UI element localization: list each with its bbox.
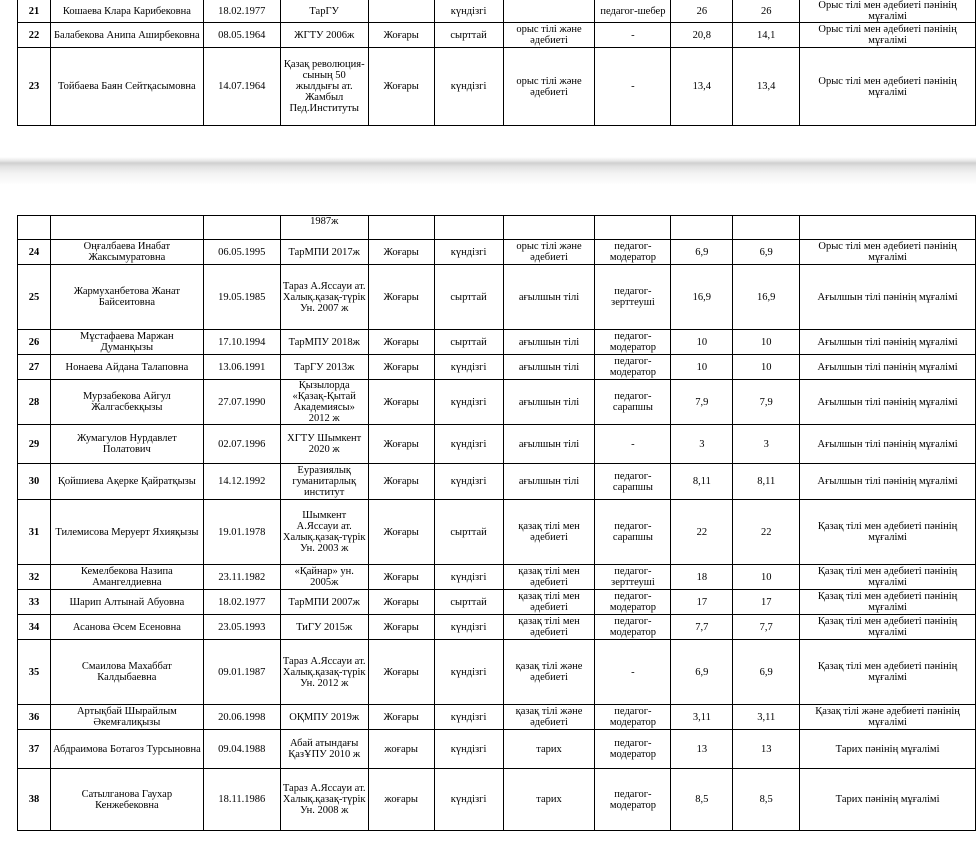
row-number-cell: 34 bbox=[18, 615, 51, 640]
category-cell: педагог-сарапшы bbox=[595, 500, 671, 565]
table-row bbox=[18, 464, 976, 500]
subject-taught-cell: Ағылшын тілі пәнінің мұғалімі bbox=[800, 464, 976, 500]
teaching-experience-cell: 10 bbox=[733, 565, 800, 590]
table-row bbox=[18, 640, 976, 705]
total-experience-cell: 18 bbox=[671, 565, 733, 590]
full-name-cell: Мұстафаева Маржан Думанқызы bbox=[50, 330, 203, 355]
total-experience-cell: 6,9 bbox=[671, 240, 733, 265]
study-form-cell: күндізгі bbox=[434, 769, 503, 831]
total-experience-cell: 6,9 bbox=[671, 640, 733, 705]
education-institution-cell: Шымкент А.Яссауи ат. Халық.қазақ-түрік Ун. 2003 ж bbox=[280, 500, 368, 565]
specialty-cell: қазақ тілі мен әдебиеті bbox=[503, 500, 595, 565]
total-experience-cell: 20,8 bbox=[671, 23, 733, 48]
table-row bbox=[18, 730, 976, 769]
table-row bbox=[18, 590, 976, 615]
study-form-cell: сырттай bbox=[434, 23, 503, 48]
teaching-experience-cell: 7,7 bbox=[733, 615, 800, 640]
education-institution-cell: ТарМПИ 2017ж bbox=[280, 240, 368, 265]
education-institution-cell: ЖГТУ 2006ж bbox=[280, 23, 368, 48]
total-experience-cell: 26 bbox=[671, 0, 733, 23]
subject-taught-cell: Орыс тілі мен әдебиеті пәнінің мұғалімі bbox=[800, 0, 976, 23]
row-number-cell: 25 bbox=[18, 265, 51, 330]
study-form-cell: күндізгі bbox=[434, 615, 503, 640]
full-name-cell: Тойбаева Баян Сейтқасымовна bbox=[50, 48, 203, 126]
subject-taught-cell: Ағылшын тілі пәнінің мұғалімі bbox=[800, 425, 976, 464]
birth-date-cell: 06.05.1995 bbox=[203, 240, 280, 265]
table-row bbox=[18, 48, 976, 126]
specialty-cell: қазақ тілі және әдебиеті bbox=[503, 705, 595, 730]
subject-taught-cell: Қазақ тілі мен әдебиеті пәнінің мұғалімі bbox=[800, 615, 976, 640]
study-form-cell: сырттай bbox=[434, 590, 503, 615]
table-row bbox=[18, 355, 976, 380]
subject-taught-cell: Ағылшын тілі пәнінің мұғалімі bbox=[800, 380, 976, 425]
education-level-cell: Жоғары bbox=[368, 240, 434, 265]
full-name-cell: Шарип Алтынай Абуовна bbox=[50, 590, 203, 615]
education-level-cell: Жоғары bbox=[368, 615, 434, 640]
full-name-cell: Жармуханбетова Жанат Байсеитовна bbox=[50, 265, 203, 330]
total-experience-cell: 7,9 bbox=[671, 380, 733, 425]
full-name-cell: Смаилова Махаббат Калдыбаевна bbox=[50, 640, 203, 705]
table-row bbox=[18, 769, 976, 831]
birth-date-cell: 14.07.1964 bbox=[203, 48, 280, 126]
birth-date-cell: 18.11.1986 bbox=[203, 769, 280, 831]
education-level-cell: Жоғары bbox=[368, 330, 434, 355]
continuation-row bbox=[18, 216, 976, 240]
specialty-cell: орыс тілі және әдебиеті bbox=[503, 23, 595, 48]
table-row bbox=[18, 330, 976, 355]
teaching-experience-cell: 13,4 bbox=[733, 48, 800, 126]
teaching-experience-cell: 17 bbox=[733, 590, 800, 615]
subject-taught-cell: Қазақ тілі мен әдебиеті пәнінің мұғалімі bbox=[800, 500, 976, 565]
full-name-cell: Жумагулов Нурдавлет Полатович bbox=[50, 425, 203, 464]
category-cell: - bbox=[595, 640, 671, 705]
table-row bbox=[18, 500, 976, 565]
study-form-cell: күндізгі bbox=[434, 464, 503, 500]
teaching-experience-cell: 16,9 bbox=[733, 265, 800, 330]
teaching-experience-cell: 10 bbox=[733, 355, 800, 380]
table-row bbox=[18, 705, 976, 730]
study-form-cell: күндізгі bbox=[434, 240, 503, 265]
study-form-cell: күндізгі bbox=[434, 565, 503, 590]
birth-date-cell: 20.06.1998 bbox=[203, 705, 280, 730]
specialty-cell: қазақ тілі мен әдебиеті bbox=[503, 615, 595, 640]
table-row bbox=[18, 565, 976, 590]
category-cell: педагог-зерттеуші bbox=[595, 265, 671, 330]
category-cell: педагог-модератор bbox=[595, 705, 671, 730]
category-cell: педагог-модератор bbox=[595, 240, 671, 265]
table-row bbox=[18, 615, 976, 640]
subject-taught-cell: Тарих пәнінің мұғалімі bbox=[800, 730, 976, 769]
row-number-cell: 23 bbox=[18, 48, 51, 126]
study-form-cell: күндізгі bbox=[434, 705, 503, 730]
specialty-cell: ағылшын тілі bbox=[503, 425, 595, 464]
category-cell: педагог-сарапшы bbox=[595, 464, 671, 500]
full-name-cell: Нонаева Айдана Талаповна bbox=[50, 355, 203, 380]
education-level-cell: Жоғары bbox=[368, 355, 434, 380]
specialty-cell: тарих bbox=[503, 769, 595, 831]
teaching-experience-cell: 10 bbox=[733, 330, 800, 355]
education-level-cell: Жоғары bbox=[368, 705, 434, 730]
table-top-body bbox=[18, 0, 976, 126]
row-number-cell: 37 bbox=[18, 730, 51, 769]
full-name-cell: Тилемисова Меруерт Яхияқызы bbox=[50, 500, 203, 565]
row-number-cell: 35 bbox=[18, 640, 51, 705]
education-level-cell: Жоғары bbox=[368, 464, 434, 500]
full-name-cell: Балабекова Анипа Аширбековна bbox=[50, 23, 203, 48]
teaching-experience-cell: 6,9 bbox=[733, 240, 800, 265]
full-name-cell: Қойшиева Ақерке Қайратқызы bbox=[50, 464, 203, 500]
study-form-cell: сырттай bbox=[434, 330, 503, 355]
education-institution-cell: «Қайнар» ун. 2005ж bbox=[280, 565, 368, 590]
specialty-cell: қазақ тілі мен әдебиеті bbox=[503, 590, 595, 615]
row-number-cell: 26 bbox=[18, 330, 51, 355]
table-row bbox=[18, 0, 976, 23]
study-form-cell: күндізгі bbox=[434, 380, 503, 425]
birth-date-cell: 09.01.1987 bbox=[203, 640, 280, 705]
birth-date-cell: 08.05.1964 bbox=[203, 23, 280, 48]
total-experience-cell: 22 bbox=[671, 500, 733, 565]
education-level-cell: Жоғары bbox=[368, 48, 434, 126]
full-name-cell: Артықбай Шырайлым Әкемғалиқызы bbox=[50, 705, 203, 730]
category-cell: - bbox=[595, 48, 671, 126]
total-experience-cell: 13 bbox=[671, 730, 733, 769]
category-cell: педагог-модератор bbox=[595, 330, 671, 355]
education-level-cell: жоғары bbox=[368, 769, 434, 831]
education-institution-cell: Тараз А.Яссауи ат. Халық.қазақ-түрік Ун. 2012 ж bbox=[280, 640, 368, 705]
education-level-cell: Жоғары bbox=[368, 500, 434, 565]
teaching-experience-cell: 13 bbox=[733, 730, 800, 769]
teaching-experience-cell: 3,11 bbox=[733, 705, 800, 730]
birth-date-cell: 13.06.1991 bbox=[203, 355, 280, 380]
staff-table-top bbox=[17, 0, 976, 126]
table-row bbox=[18, 265, 976, 330]
study-form-cell: күндізгі bbox=[434, 425, 503, 464]
education-level-cell: Жоғары bbox=[368, 23, 434, 48]
category-cell: педагог-модератор bbox=[595, 615, 671, 640]
specialty-cell: ағылшын тілі bbox=[503, 355, 595, 380]
subject-taught-cell: Тарих пәнінің мұғалімі bbox=[800, 769, 976, 831]
teaching-experience-cell: 14,1 bbox=[733, 23, 800, 48]
category-cell: педагог-модератор bbox=[595, 355, 671, 380]
birth-date-cell: 17.10.1994 bbox=[203, 330, 280, 355]
education-institution-cell: ОҚМПУ 2019ж bbox=[280, 705, 368, 730]
study-form-cell: күндізгі bbox=[434, 640, 503, 705]
specialty-cell: қазақ тілі және әдебиеті bbox=[503, 640, 595, 705]
teaching-experience-cell: 26 bbox=[733, 0, 800, 23]
education-level-cell: жоғары bbox=[368, 730, 434, 769]
full-name-cell: Асанова Әсем Есеновна bbox=[50, 615, 203, 640]
education-institution-cell: ТарМПУ 2018ж bbox=[280, 330, 368, 355]
study-form-cell: сырттай bbox=[434, 265, 503, 330]
row-number-cell: 31 bbox=[18, 500, 51, 565]
row-number-cell: 29 bbox=[18, 425, 51, 464]
education-institution-cell: Тараз А.Яссауи ат. Халық.қазақ-түрік Ун. 2007 ж bbox=[280, 265, 368, 330]
birth-date-cell: 14.12.1992 bbox=[203, 464, 280, 500]
education-institution-cell: Еуразиялық гуманитарлық институт bbox=[280, 464, 368, 500]
subject-taught-cell: Қазақ тілі және әдебиеті пәнінің мұғалімі bbox=[800, 705, 976, 730]
education-institution-cell: ТарГУ bbox=[280, 0, 368, 23]
category-cell: педагог-сарапшы bbox=[595, 380, 671, 425]
education-institution-cell: ХГТУ Шымкент 2020 ж bbox=[280, 425, 368, 464]
row-number-cell: 38 bbox=[18, 769, 51, 831]
full-name-cell: Сатылганова Гаухар Кенжебековна bbox=[50, 769, 203, 831]
total-experience-cell: 7,7 bbox=[671, 615, 733, 640]
specialty-cell: қазақ тілі мен әдебиеті bbox=[503, 565, 595, 590]
full-name-cell: Мурзабекова Айгул Жалгасбекқызы bbox=[50, 380, 203, 425]
teaching-experience-cell: 8,5 bbox=[733, 769, 800, 831]
full-name-cell: Оңғалбаева Инабат Жаксымуратовна bbox=[50, 240, 203, 265]
staff-table-bottom bbox=[17, 215, 976, 831]
education-institution-cell: Абай атындағы ҚазҰПУ 2010 ж bbox=[280, 730, 368, 769]
row-number-cell: 24 bbox=[18, 240, 51, 265]
education-institution-cell: ТарМПИ 2007ж bbox=[280, 590, 368, 615]
row-number-cell: 32 bbox=[18, 565, 51, 590]
subject-taught-cell: Ағылшын тілі пәнінің мұғалімі bbox=[800, 355, 976, 380]
total-experience-cell: 17 bbox=[671, 590, 733, 615]
subject-taught-cell: Қазақ тілі мен әдебиеті пәнінің мұғалімі bbox=[800, 565, 976, 590]
subject-taught-cell: Қазақ тілі мен әдебиеті пәнінің мұғалімі bbox=[800, 640, 976, 705]
category-cell: - bbox=[595, 23, 671, 48]
table-bottom-body bbox=[18, 216, 976, 831]
subject-taught-cell: Ағылшын тілі пәнінің мұғалімі bbox=[800, 330, 976, 355]
subject-taught-cell: Орыс тілі мен әдебиеті пәнінің мұғалімі bbox=[800, 23, 976, 48]
subject-taught-cell: Қазақ тілі мен әдебиеті пәнінің мұғалімі bbox=[800, 590, 976, 615]
continuation-education: 1987ж bbox=[280, 216, 368, 240]
education-level-cell: Жоғары bbox=[368, 380, 434, 425]
table-row bbox=[18, 240, 976, 265]
education-level-cell: Жоғары bbox=[368, 565, 434, 590]
row-number-cell: 36 bbox=[18, 705, 51, 730]
table-row bbox=[18, 380, 976, 425]
teaching-experience-cell: 6,9 bbox=[733, 640, 800, 705]
teaching-experience-cell: 8,11 bbox=[733, 464, 800, 500]
full-name-cell: Абдраимова Ботагоз Турсыновна bbox=[50, 730, 203, 769]
category-cell: педагог-модератор bbox=[595, 590, 671, 615]
row-number-cell: 28 bbox=[18, 380, 51, 425]
total-experience-cell: 3 bbox=[671, 425, 733, 464]
specialty-cell: орыс тілі және әдебиеті bbox=[503, 48, 595, 126]
teaching-experience-cell: 7,9 bbox=[733, 380, 800, 425]
row-number-cell: 21 bbox=[18, 0, 51, 23]
row-number-cell: 33 bbox=[18, 590, 51, 615]
total-experience-cell: 10 bbox=[671, 330, 733, 355]
specialty-cell: ағылшын тілі bbox=[503, 464, 595, 500]
category-cell: - bbox=[595, 425, 671, 464]
birth-date-cell: 18.02.1977 bbox=[203, 0, 280, 23]
subject-taught-cell: Ағылшын тілі пәнінің мұғалімі bbox=[800, 265, 976, 330]
specialty-cell: орыс тілі және әдебиеті bbox=[503, 240, 595, 265]
total-experience-cell: 8,11 bbox=[671, 464, 733, 500]
specialty-cell: тарих bbox=[503, 730, 595, 769]
specialty-cell: ағылшын тілі bbox=[503, 380, 595, 425]
study-form-cell: күндізгі bbox=[434, 355, 503, 380]
category-cell: педагог-зерттеуші bbox=[595, 565, 671, 590]
birth-date-cell: 23.11.1982 bbox=[203, 565, 280, 590]
education-level-cell: Жоғары bbox=[368, 425, 434, 464]
education-institution-cell: Тараз А.Яссауи ат. Халық.қазақ-түрік Ун. 2008 ж bbox=[280, 769, 368, 831]
subject-taught-cell: Орыс тілі мен әдебиеті пәнінің мұғалімі bbox=[800, 48, 976, 126]
birth-date-cell: 27.07.1990 bbox=[203, 380, 280, 425]
education-level-cell: Жоғары bbox=[368, 640, 434, 705]
full-name-cell: Кемелбекова Назипа Амангелдиевна bbox=[50, 565, 203, 590]
row-number-cell: 30 bbox=[18, 464, 51, 500]
total-experience-cell: 3,11 bbox=[671, 705, 733, 730]
table-row bbox=[18, 425, 976, 464]
row-number-cell: 27 bbox=[18, 355, 51, 380]
row-number-cell: 22 bbox=[18, 23, 51, 48]
total-experience-cell: 10 bbox=[671, 355, 733, 380]
education-level-cell: Жоғары bbox=[368, 265, 434, 330]
subject-taught-cell: Орыс тілі мен әдебиеті пәнінің мұғалімі bbox=[800, 240, 976, 265]
category-cell: педагог-модератор bbox=[595, 769, 671, 831]
specialty-cell: ағылшын тілі bbox=[503, 330, 595, 355]
education-institution-cell: ТарГУ 2013ж bbox=[280, 355, 368, 380]
category-cell: педагог-модератор bbox=[595, 730, 671, 769]
education-level-cell bbox=[368, 0, 434, 23]
education-institution-cell: Қазақ революция-сының 50 жылдығы ат. Жамбыл Пед.Институты bbox=[280, 48, 368, 126]
teaching-experience-cell: 3 bbox=[733, 425, 800, 464]
birth-date-cell: 18.02.1977 bbox=[203, 590, 280, 615]
education-institution-cell: Қызылорда «Қазақ-Қытай Академиясы» 2012 ж bbox=[280, 380, 368, 425]
total-experience-cell: 13,4 bbox=[671, 48, 733, 126]
full-name-cell: Кошаева Клара Карибековна bbox=[50, 0, 203, 23]
category-cell: педагог-шебер bbox=[595, 0, 671, 23]
teaching-experience-cell: 22 bbox=[733, 500, 800, 565]
education-institution-cell: ТиГУ 2015ж bbox=[280, 615, 368, 640]
birth-date-cell: 09.04.1988 bbox=[203, 730, 280, 769]
birth-date-cell: 02.07.1996 bbox=[203, 425, 280, 464]
table-row bbox=[18, 23, 976, 48]
birth-date-cell: 23.05.1993 bbox=[203, 615, 280, 640]
birth-date-cell: 19.05.1985 bbox=[203, 265, 280, 330]
birth-date-cell: 19.01.1978 bbox=[203, 500, 280, 565]
specialty-cell: ағылшын тілі bbox=[503, 265, 595, 330]
study-form-cell: сырттай bbox=[434, 500, 503, 565]
total-experience-cell: 8,5 bbox=[671, 769, 733, 831]
total-experience-cell: 16,9 bbox=[671, 265, 733, 330]
study-form-cell: күндізгі bbox=[434, 0, 503, 23]
study-form-cell: күндізгі bbox=[434, 730, 503, 769]
education-level-cell: Жоғары bbox=[368, 590, 434, 615]
page-break bbox=[0, 157, 976, 185]
specialty-cell bbox=[503, 0, 595, 23]
study-form-cell: күндізгі bbox=[434, 48, 503, 126]
